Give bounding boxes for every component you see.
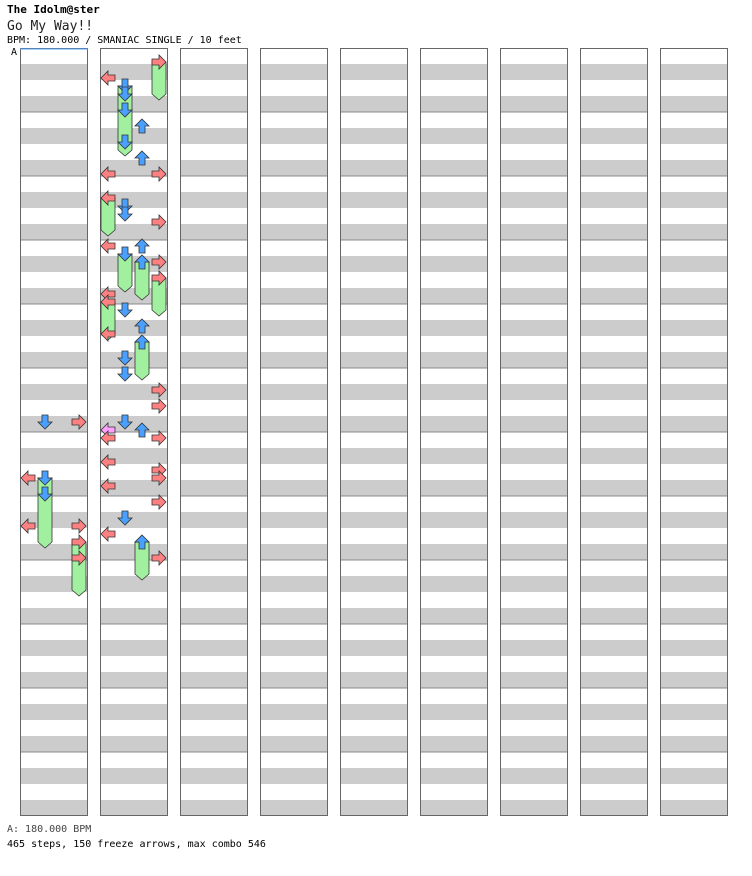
beat-band: [260, 352, 328, 368]
beat-band: [660, 192, 728, 208]
beat-band: [260, 608, 328, 624]
beat-band: [420, 800, 488, 816]
beat-band: [500, 480, 568, 496]
beat-band: [100, 768, 168, 784]
beat-band: [20, 768, 88, 784]
beat-band: [580, 448, 648, 464]
beat-band: [580, 320, 648, 336]
beat-band: [180, 320, 248, 336]
beat-band: [580, 224, 648, 240]
beat-band: [660, 416, 728, 432]
beat-band: [180, 288, 248, 304]
beat-band: [260, 736, 328, 752]
beat-band: [420, 544, 488, 560]
beat-band: [420, 480, 488, 496]
beat-band: [580, 160, 648, 176]
beat-band: [180, 608, 248, 624]
beat-band: [340, 288, 408, 304]
beat-band: [260, 544, 328, 560]
beat-band: [260, 64, 328, 80]
beat-band: [20, 704, 88, 720]
beat-band: [660, 64, 728, 80]
beat-band: [660, 640, 728, 656]
beat-band: [20, 640, 88, 656]
beat-band: [500, 64, 568, 80]
beat-band: [420, 128, 488, 144]
beat-band: [420, 320, 488, 336]
beat-band: [500, 192, 568, 208]
beat-band: [340, 576, 408, 592]
beat-band: [340, 640, 408, 656]
beat-band: [580, 352, 648, 368]
chart-info: BPM: 180.000 / SMANIAC SINGLE / 10 feet: [7, 35, 242, 46]
beat-band: [580, 512, 648, 528]
beat-band: [180, 512, 248, 528]
beat-band: [340, 256, 408, 272]
beat-band: [100, 640, 168, 656]
beat-band: [580, 576, 648, 592]
beat-band: [500, 160, 568, 176]
beat-band: [660, 800, 728, 816]
chart-column: [260, 48, 328, 816]
beat-band: [660, 672, 728, 688]
beat-band: [20, 128, 88, 144]
beat-band: [660, 384, 728, 400]
beat-band: [100, 736, 168, 752]
beat-band: [100, 672, 168, 688]
beat-band: [500, 416, 568, 432]
beat-band: [340, 768, 408, 784]
beat-band: [260, 288, 328, 304]
beat-band: [20, 224, 88, 240]
beat-band: [660, 320, 728, 336]
beat-band: [340, 96, 408, 112]
beat-band: [100, 704, 168, 720]
beat-band: [260, 448, 328, 464]
beat-band: [500, 288, 568, 304]
beat-band: [580, 192, 648, 208]
beat-band: [420, 512, 488, 528]
beat-band: [500, 352, 568, 368]
chart-column: [20, 48, 88, 816]
beat-band: [340, 704, 408, 720]
beat-band: [100, 352, 168, 368]
beat-band: [500, 672, 568, 688]
beat-band: [420, 768, 488, 784]
freeze-arrow: [72, 542, 86, 596]
beat-band: [260, 416, 328, 432]
beat-band: [500, 768, 568, 784]
beat-band: [20, 256, 88, 272]
beat-band: [660, 736, 728, 752]
beat-band: [100, 128, 168, 144]
beat-band: [500, 320, 568, 336]
beat-band: [180, 704, 248, 720]
beat-band: [500, 576, 568, 592]
beat-band: [340, 384, 408, 400]
beat-band: [260, 512, 328, 528]
beat-band: [180, 160, 248, 176]
chart-column: [660, 48, 728, 816]
beat-band: [180, 384, 248, 400]
beat-band: [20, 352, 88, 368]
beat-band: [20, 384, 88, 400]
beat-band: [340, 672, 408, 688]
beat-band: [660, 768, 728, 784]
bpm-legend: A: 180.000 BPM: [7, 824, 92, 835]
beat-band: [580, 480, 648, 496]
beat-band: [260, 128, 328, 144]
beat-band: [420, 608, 488, 624]
beat-band: [340, 736, 408, 752]
beat-band: [420, 384, 488, 400]
beat-band: [100, 800, 168, 816]
beat-band: [340, 480, 408, 496]
beat-band: [500, 224, 568, 240]
beat-band: [340, 192, 408, 208]
beat-band: [500, 544, 568, 560]
artist-name: The Idolm@ster: [7, 3, 100, 16]
beat-band: [180, 448, 248, 464]
beat-band: [260, 704, 328, 720]
beat-band: [500, 448, 568, 464]
beat-band: [420, 192, 488, 208]
beat-band: [580, 544, 648, 560]
beat-band: [420, 288, 488, 304]
beat-band: [20, 480, 88, 496]
beat-band: [340, 608, 408, 624]
beat-band: [420, 736, 488, 752]
beat-band: [500, 608, 568, 624]
beat-band: [100, 576, 168, 592]
beat-band: [260, 160, 328, 176]
beat-band: [580, 64, 648, 80]
beat-band: [180, 96, 248, 112]
beat-band: [500, 800, 568, 816]
beat-band: [340, 800, 408, 816]
beat-band: [260, 96, 328, 112]
beat-band: [260, 672, 328, 688]
beat-band: [340, 352, 408, 368]
beat-band: [660, 704, 728, 720]
beat-band: [420, 64, 488, 80]
beat-band: [340, 512, 408, 528]
bpm-marker-label: A: [11, 47, 18, 58]
beat-band: [180, 800, 248, 816]
beat-band: [420, 704, 488, 720]
beat-band: [180, 256, 248, 272]
beat-band: [180, 672, 248, 688]
beat-band: [180, 416, 248, 432]
beat-band: [260, 256, 328, 272]
beat-band: [180, 576, 248, 592]
beat-band: [660, 576, 728, 592]
beat-band: [180, 192, 248, 208]
beat-band: [340, 320, 408, 336]
chart-stats: 465 steps, 150 freeze arrows, max combo 546: [7, 839, 266, 850]
beat-band: [20, 160, 88, 176]
beat-band: [580, 768, 648, 784]
beat-band: [260, 224, 328, 240]
beat-band: [340, 416, 408, 432]
beat-band: [660, 160, 728, 176]
beat-band: [420, 224, 488, 240]
beat-band: [660, 96, 728, 112]
beat-band: [20, 96, 88, 112]
chart-column: [340, 48, 408, 816]
beat-band: [660, 352, 728, 368]
beat-band: [660, 128, 728, 144]
beat-band: [20, 800, 88, 816]
beat-band: [660, 608, 728, 624]
beat-band: [500, 384, 568, 400]
beat-band: [180, 352, 248, 368]
beat-band: [340, 128, 408, 144]
beat-band: [20, 448, 88, 464]
beat-band: [260, 800, 328, 816]
beat-band: [260, 320, 328, 336]
beat-band: [660, 544, 728, 560]
beat-band: [340, 448, 408, 464]
beat-band: [580, 256, 648, 272]
chart-column: [180, 48, 248, 816]
beat-band: [20, 192, 88, 208]
beat-band: [180, 544, 248, 560]
beat-band: [420, 416, 488, 432]
beat-band: [500, 128, 568, 144]
beat-band: [420, 640, 488, 656]
beat-band: [660, 480, 728, 496]
beat-band: [180, 128, 248, 144]
beat-band: [260, 480, 328, 496]
song-title: Go My Way!!: [7, 19, 94, 34]
beat-band: [20, 288, 88, 304]
beat-band: [180, 768, 248, 784]
chart-column: [500, 48, 568, 816]
beat-band: [340, 64, 408, 80]
beat-band: [420, 160, 488, 176]
beat-band: [260, 384, 328, 400]
beat-band: [580, 736, 648, 752]
beat-band: [180, 224, 248, 240]
beat-band: [660, 256, 728, 272]
beat-band: [420, 352, 488, 368]
beat-band: [580, 704, 648, 720]
beat-band: [420, 448, 488, 464]
chart-column: [420, 48, 488, 816]
beat-band: [180, 640, 248, 656]
beat-band: [660, 448, 728, 464]
beat-band: [500, 512, 568, 528]
beat-band: [580, 384, 648, 400]
beat-band: [500, 704, 568, 720]
beat-band: [580, 128, 648, 144]
beat-band: [500, 736, 568, 752]
chart-columns: [20, 48, 728, 816]
beat-band: [340, 160, 408, 176]
beat-band: [420, 672, 488, 688]
beat-band: [420, 96, 488, 112]
beat-band: [20, 736, 88, 752]
beat-band: [20, 64, 88, 80]
beat-band: [420, 256, 488, 272]
beat-band: [580, 608, 648, 624]
beat-band: [180, 64, 248, 80]
beat-band: [420, 576, 488, 592]
beat-band: [500, 96, 568, 112]
beat-band: [100, 512, 168, 528]
beat-band: [580, 288, 648, 304]
beat-band: [100, 608, 168, 624]
beat-band: [500, 640, 568, 656]
beat-band: [580, 800, 648, 816]
beat-band: [260, 768, 328, 784]
beat-band: [260, 640, 328, 656]
beat-band: [660, 512, 728, 528]
beat-band: [260, 576, 328, 592]
beat-band: [180, 480, 248, 496]
beat-band: [580, 416, 648, 432]
beat-band: [20, 608, 88, 624]
beat-band: [180, 736, 248, 752]
chart-column: [580, 48, 648, 816]
beat-band: [340, 544, 408, 560]
beat-band: [580, 640, 648, 656]
beat-band: [20, 320, 88, 336]
beat-band: [260, 192, 328, 208]
beat-band: [660, 288, 728, 304]
beat-band: [20, 672, 88, 688]
beat-band: [500, 256, 568, 272]
beat-band: [580, 672, 648, 688]
beat-band: [580, 96, 648, 112]
beat-band: [660, 224, 728, 240]
beat-band: [340, 224, 408, 240]
